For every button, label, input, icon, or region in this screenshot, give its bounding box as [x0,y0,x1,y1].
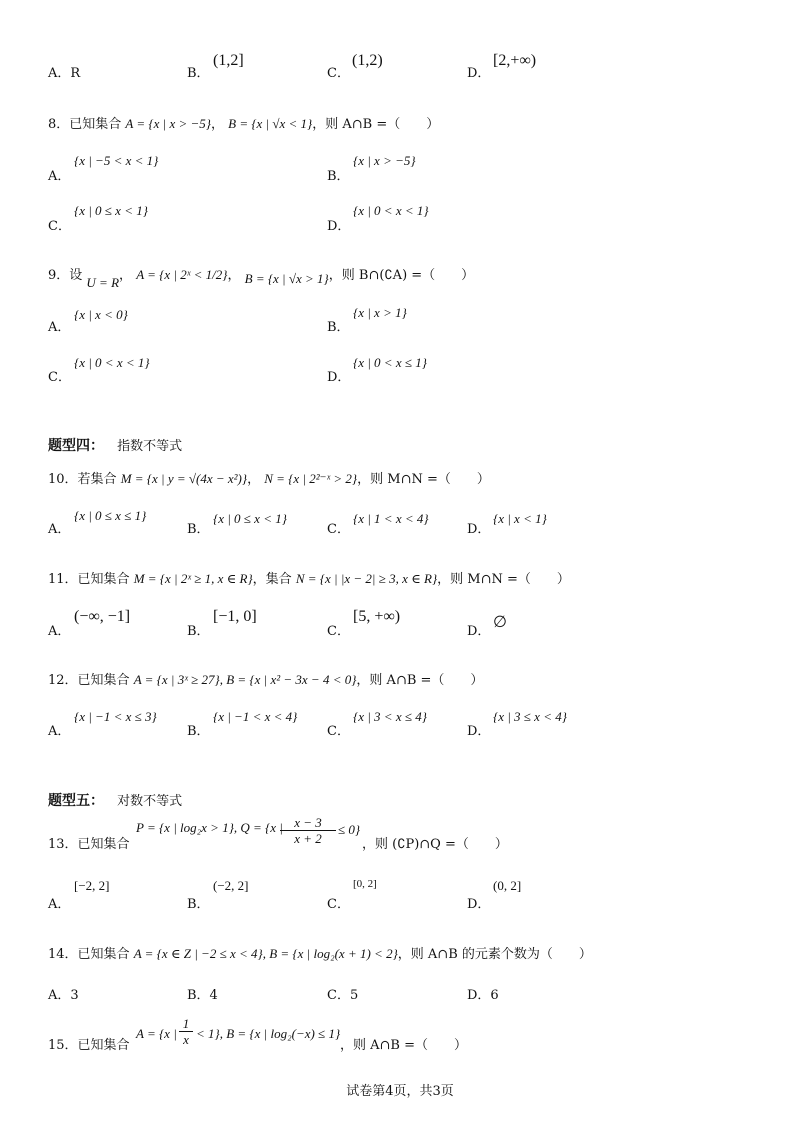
question-14 [48,943,592,962]
section-4-title: 题型四： [48,438,104,454]
q11-set-m: M = {x | 2ˣ ≥ 1, x ∈ R} [133,571,253,586]
q11-option-a-label: A． [48,624,71,639]
q13-set-p: P = {x | log₂x > 1}, Q = {x | [136,820,283,835]
question-12 [48,669,483,688]
q12-number: 12．已知集合 [48,673,130,688]
q12-tail: ，则 A∩B =（ ） [356,673,484,688]
q10-set-m: M = {x | y = √(4x − x²)} [120,471,248,486]
option-c [327,62,350,81]
option-d-label: D． [467,66,491,81]
q12-option-d-value: {x | 3 ≤ x < 4} [493,709,567,724]
section-4-subtitle: 指数不等式 [117,439,183,454]
option-a [48,62,80,81]
q8-option-a-label: A． [48,169,71,184]
q15-set-a-end: < 1}, B = {x | log₂(−x) ≤ 1} [196,1026,341,1041]
q12-option-b-label: B． [187,724,210,739]
q13-option-d-label: D． [467,897,491,912]
q9-option-b-label: B． [327,320,350,335]
section-4-heading [48,435,182,455]
q10-option-a-value: {x | 0 ≤ x ≤ 1} [74,508,147,523]
q13-option-b-label: B． [187,897,210,912]
option-c-label: C． [327,66,350,81]
q10-set-n: N = {x | 2²⁻ˣ > 2} [264,471,358,486]
q10-sep: ， [247,472,261,487]
q14-tail: ，则 A∩B 的元素个数为（ ） [397,947,592,962]
q14-option-a: A．3 [48,988,79,1003]
q10-option-b-label: B． [187,522,210,537]
option-b [187,62,210,81]
q11-option-c-label: C． [327,624,350,639]
q8-option-c-label: C． [48,219,71,234]
q11-option-c-value: [5, +∞) [353,608,401,625]
q11-option-b-value: [−1, 0] [213,608,257,625]
section-5-subtitle: 对数不等式 [117,794,183,809]
q9-set-a: A = {x | 2ˣ < 1/2} [136,267,228,282]
q9-tail: ，则 B∩(∁A) =（ ） [328,268,475,283]
question-8 [48,113,439,132]
q13-option-b-value: (−2, 2] [213,878,249,893]
q12-option-d-label: D． [467,724,491,739]
q13-option-a-value: [−2, 2] [74,878,110,893]
q11-mid: ，集合 [252,572,292,587]
question-11 [48,568,570,587]
question-9 [48,264,475,290]
q12-option-a-value: {x | −1 < x ≤ 3} [74,709,157,724]
q11-option-b-label: B． [187,624,210,639]
q13-option-c-value: [0, 2] [353,878,377,890]
section-5-title: 题型五： [48,793,104,809]
q8-set-b: B = {x | √x < 1} [228,116,313,131]
q10-option-d-label: D． [467,522,491,537]
q11-set-n: N = {x | |x − 2| ≥ 3, x ∈ R} [295,571,438,586]
question-15-number: 15．已知集合 [48,1038,130,1053]
q13-option-a-label: A． [48,897,71,912]
q11-option-a-value: (−∞, −1] [74,608,131,625]
page-footer: 试卷第4页，共3页 [346,1084,454,1099]
q8-option-b-label: B． [327,169,350,184]
q9-universe: U = R [86,275,120,290]
q15-fraction [179,1016,193,1047]
q8-number: 8．已知集合 [48,117,122,132]
q9-option-b-value: {x | x > 1} [353,305,407,320]
q12-sets: A = {x | 3ˣ ≥ 27}, B = {x | x² − 3x − 4 < 0} [133,672,357,687]
q8-sep: ， [210,117,224,132]
q10-option-c-label: C． [327,522,350,537]
q10-option-d-value: {x | x < 1} [493,511,547,526]
q9-option-c-label: C． [48,370,71,385]
q15-set-a-start: A = {x | [136,1026,177,1041]
q13-tail: ，则 (∁P)∩Q =（ ） [362,837,508,852]
q10-tail: ，则 M∩N =（ ） [357,472,490,487]
q8-set-a: A = {x | x > −5} [125,116,211,131]
q14-number: 14．已知集合 [48,947,130,962]
q8-option-c-value: {x | 0 ≤ x < 1} [74,203,148,218]
q13-fraction [280,815,336,846]
q9-option-a-value: {x | x < 0} [74,307,128,322]
q8-tail: ，则 A∩B =（ ） [312,117,440,132]
q8-option-d-label: D． [327,219,351,234]
q15-fraction-denominator: x [183,1032,189,1047]
q14-option-b: B．4 [187,988,218,1003]
q14-option-d: D．6 [467,988,499,1003]
q13-number: 13．已知集合 [48,837,130,852]
option-c-value: (1,2) [352,52,383,69]
q12-option-c-value: {x | 3 < x ≤ 4} [353,709,427,724]
q13-set-q-end: ≤ 0} [338,822,361,837]
option-d-value: [2,+∞) [493,52,537,69]
option-a-text: A．R [48,66,81,81]
option-d [467,62,490,81]
section-5-heading [48,790,182,810]
q12-option-a-label: A． [48,724,71,739]
q9-option-d-label: D． [327,370,351,385]
q13-option-c-label: C． [327,897,350,912]
q13-option-d-value: (0, 2] [493,878,522,893]
q8-option-b-value: {x | x > −5} [353,153,416,168]
q9-sep2: ， [227,268,241,283]
q15-tail: ，则 A∩B =（ ） [340,1038,467,1053]
q10-option-a-label: A． [48,522,71,537]
q11-tail: ，则 M∩N =（ ） [437,572,570,587]
q8-option-a-value: {x | −5 < x < 1} [74,153,159,168]
q14-sets: A = {x ∈ Z | −2 ≤ x < 4}, B = {x | log₂(x + 1) < 2} [133,946,398,961]
q11-option-d-label: D． [467,624,491,639]
option-b-value: (1,2] [213,52,244,69]
q14-option-c: C．5 [327,988,359,1003]
q13-fraction-denominator: x + 2 [294,831,322,846]
q15-fraction-numerator: 1 [179,1016,193,1032]
q12-option-c-label: C． [327,724,350,739]
q13-fraction-numerator: x − 3 [280,815,336,831]
q9-option-a-label: A． [48,320,71,335]
q11-option-d-value: ∅ [493,614,507,631]
q10-option-c-value: {x | 1 < x < 4} [353,511,429,526]
q12-option-b-value: {x | −1 < x < 4} [213,709,298,724]
question-10 [48,468,490,487]
q11-number: 11．已知集合 [48,572,130,587]
q9-option-d-value: {x | 0 < x ≤ 1} [353,355,427,370]
question-13 [48,833,130,852]
q9-set-b: B = {x | √x > 1} [244,271,329,286]
q10-option-b-value: {x | 0 ≤ x < 1} [213,511,287,526]
q10-number: 10．若集合 [48,472,117,487]
q8-option-d-value: {x | 0 < x < 1} [353,203,429,218]
q9-number: 9．设 [48,268,83,283]
q9-option-c-value: {x | 0 < x < 1} [74,355,150,370]
option-b-label: B． [187,66,210,81]
q9-sep1: ， [119,268,133,283]
